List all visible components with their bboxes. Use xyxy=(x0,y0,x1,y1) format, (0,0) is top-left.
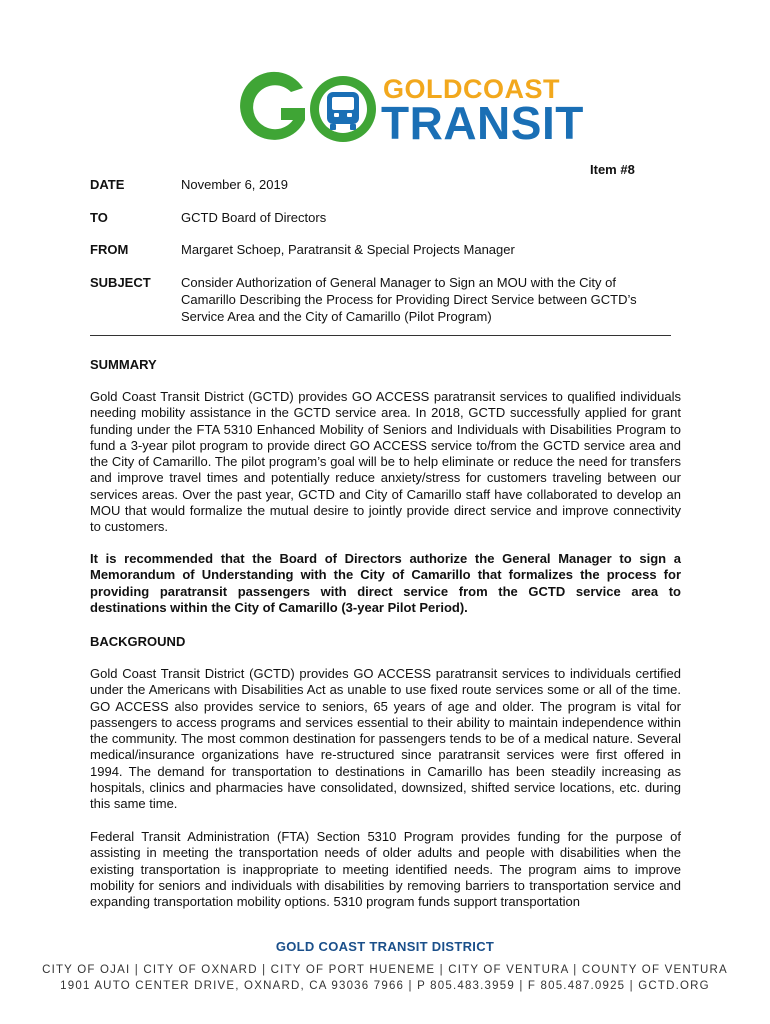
logo-text-transit: TRANSIT xyxy=(381,97,584,149)
memo-label: TO xyxy=(90,210,108,225)
memo-label: SUBJECT xyxy=(90,275,151,290)
logo-text-goldcoast: GOLDCOAST xyxy=(383,74,560,104)
memo-value: Margaret Schoep, Paratransit & Special Projects Manager xyxy=(181,242,515,257)
summary-paragraph: Gold Coast Transit District (GCTD) provides GO ACCESS paratransit services to qualified individuals needing mobility assistance in the GCTD service area. In 2018, GCTD successfully applied for grant funding under the FTA 5310 Enhanced Mobility of Seniors and Individuals with Disabilities Program to fund a 3-year pilot program to provide direct GO ACCESS service to/from the GCTD service area and the City of Camarillo. The pilot program’s goal will be to help eliminate or reduce the need for transfers and improve travel times and potentially reduce anxiety/stress for customers traveling between our services areas. Over the past year, GCTD and City of Camarillo staff have collaborated to develop an MOU that would formalize the mutual desire to jointly provide direct service and improve connectivity to customers. xyxy=(90,389,681,535)
background-paragraph-1: Gold Coast Transit District (GCTD) provides GO ACCESS paratransit services to individuals certified under the Americans with Disabilities Act as unable to use fixed route services some or all of the time. GO ACCESS also provides service to seniors, 65 years of age and older. The program is vital for passengers to access programs and services essential to their ability to maintain independence within the community. The most common destination for passengers tends to be of a medical nature. Several medical/insurance organizations have re-structured since paratransit services were first offered in 1994. The demand for transportation to destinations in Camarillo has been steadily increasing as hospitals, clinics and pharmacies have consolidated, downsized, shifted service locations, etc. during this same time. xyxy=(90,666,681,812)
memo-value: November 6, 2019 xyxy=(181,177,288,192)
footer-cities: CITY OF OJAI | CITY OF OXNARD | CITY OF PORT HUENEME | CITY OF VENTURA | COUNTY OF VENTURA xyxy=(42,964,728,976)
memo-value: Consider Authorization of General Manager to Sign an MOU with the City of Camarillo Describing the Process for Providing Direct Service between GCTD’s Service Area and the City of Camarillo (Pilot Program) xyxy=(181,275,637,324)
item-number: Item #8 xyxy=(590,162,635,177)
footer-address: 1901 AUTO CENTER DRIVE, OXNARD, CA 93036 7966 | P 805.483.3959 | F 805.487.0925 | GCTD.ORG xyxy=(60,980,710,992)
footer-title: GOLD COAST TRANSIT DISTRICT xyxy=(275,939,495,954)
gold-coast-transit-logo xyxy=(233,68,584,150)
memo-label: DATE xyxy=(90,177,125,192)
go-logo-mark xyxy=(233,68,383,150)
recommendation-paragraph: It is recommended that the Board of Directors authorize the General Manager to sign a Memorandum of Understanding with the City of Camarillo that formalizes the process for providing paratransit passengers with direct service from the GCTD service area to destinations within the City of Camarillo (3-year Pilot Period). xyxy=(90,551,681,615)
memo-label: FROM xyxy=(90,242,129,257)
summary-heading: SUMMARY xyxy=(90,357,157,372)
background-heading: BACKGROUND xyxy=(90,634,186,649)
header-divider xyxy=(90,335,671,336)
memo-value: GCTD Board of Directors xyxy=(181,210,327,225)
background-paragraph-2: Federal Transit Administration (FTA) Section 5310 Program provides funding for the purpose of assisting in meeting the transportation needs of older adults and people with disabilities when the existing transportation is inappropriate to meeting identified needs. The program aims to improve mobility for seniors and individuals with disabilities by removing barriers to transportation service and expanding transportation mobility options. 5310 program funds support transportation xyxy=(90,829,681,910)
